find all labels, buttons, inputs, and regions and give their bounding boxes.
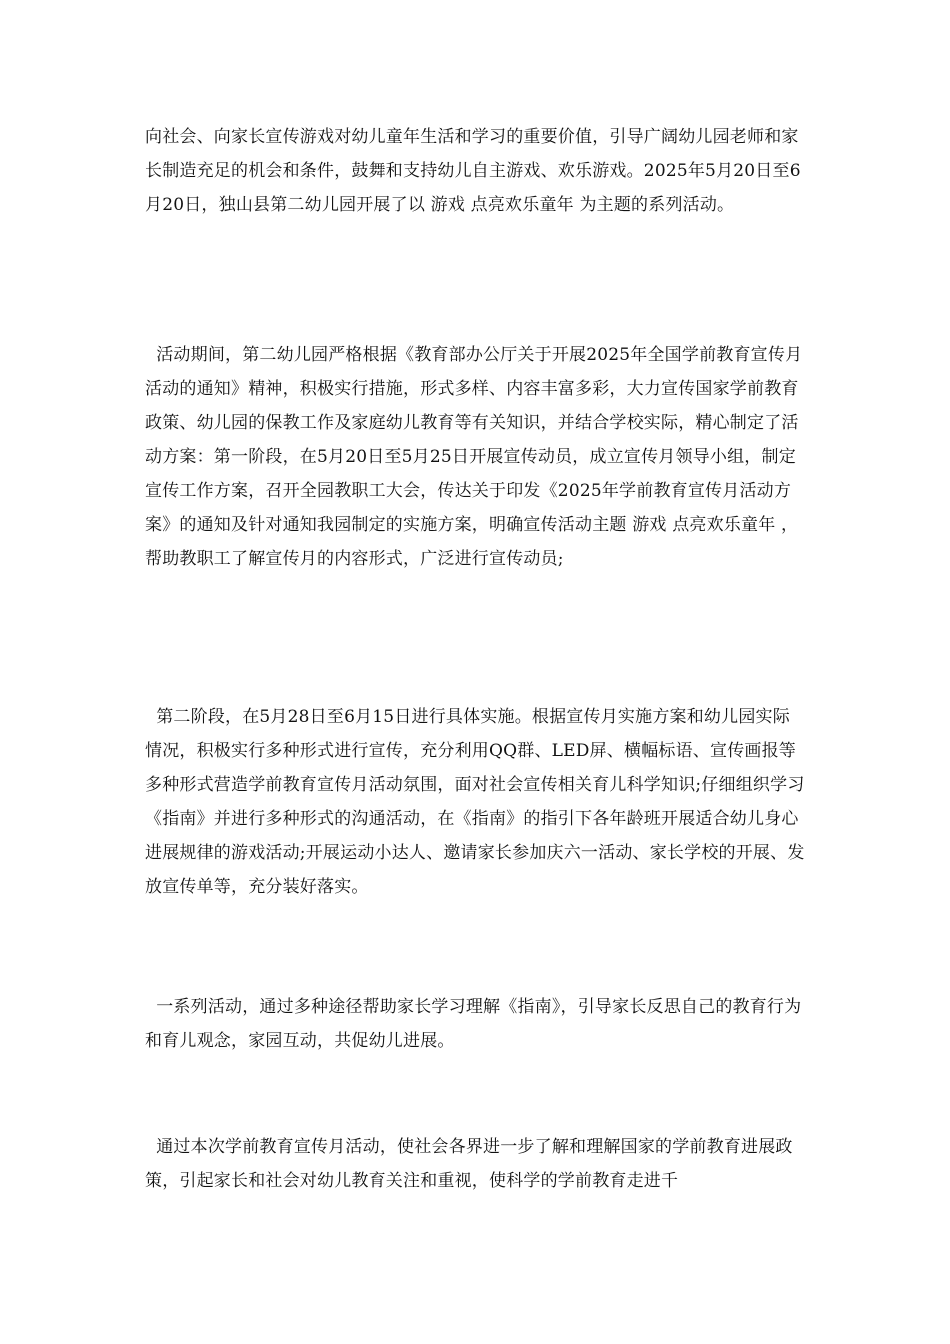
paragraph-5: 通过本次学前教育宣传月活动，使社会各界进一步了解和理解国家的学前教育进展政策，引起家长和社会对幼儿教育关注和重视，使科学的学前教育走进千 [145, 1137, 793, 1191]
paragraph-4: 一系列活动，通过多种途径帮助家长学习理解《指南》，引导家长反思自己的教育行为和育儿观念，家园互动，共促幼儿进展。 [145, 997, 802, 1051]
paragraph-1: 向社会、向家长宣传游戏对幼儿童年生活和学习的重要价值，引导广阔幼儿园老师和家长制造充足的机会和条件，鼓舞和支持幼儿自主游戏、欢乐游戏。2025年5月20日至6月20日，独山县第二幼儿园开展了以 游戏 点亮欢乐童年 为主题的系列活动。 [145, 127, 801, 215]
paragraph-2: 活动期间，第二幼儿园严格根据《教育部办公厅关于开展2025年全国学前教育宣传月活动的通知》精神，积极实行措施，形式多样、内容丰富多彩，大力宣传国家学前教育政策、幼儿园的保教工作及家庭幼儿教育等有关知识，并结合学校实际，精心制定了活动方案：第一阶段，在5月20日至5月25日开展宣传动员，成立宣传月领导小组，制定宣传工作方案，召开全园教职工大会，传达关于印发《2025年学前教育宣传月活动方案》的通知及针对通知我园制定的实施方案，明确宣传活动主题 游戏 点亮欢乐童年 ，帮助教职工了解宣传月的内容形式，广泛进行宣传动员; [145, 345, 803, 569]
paragraph-3: 第二阶段，在5月28日至6月15日进行具体实施。根据宣传月实施方案和幼儿园实际情况，积极实行多种形式进行宣传，充分利用QQ群、LED屏、横幅标语、宣传画报等多种形式营造学前教育宣传月活动氛围，面对社会宣传相关育儿科学知识;仔细组织学习《指南》并进行多种形式的沟通活动，在《指南》的指引下各年龄班开展适合幼儿身心进展规律的游戏活动;开展运动小达人、邀请家长参加庆六一活动、家长学校的开展、发放宣传单等，充分装好落实。 [145, 707, 805, 897]
